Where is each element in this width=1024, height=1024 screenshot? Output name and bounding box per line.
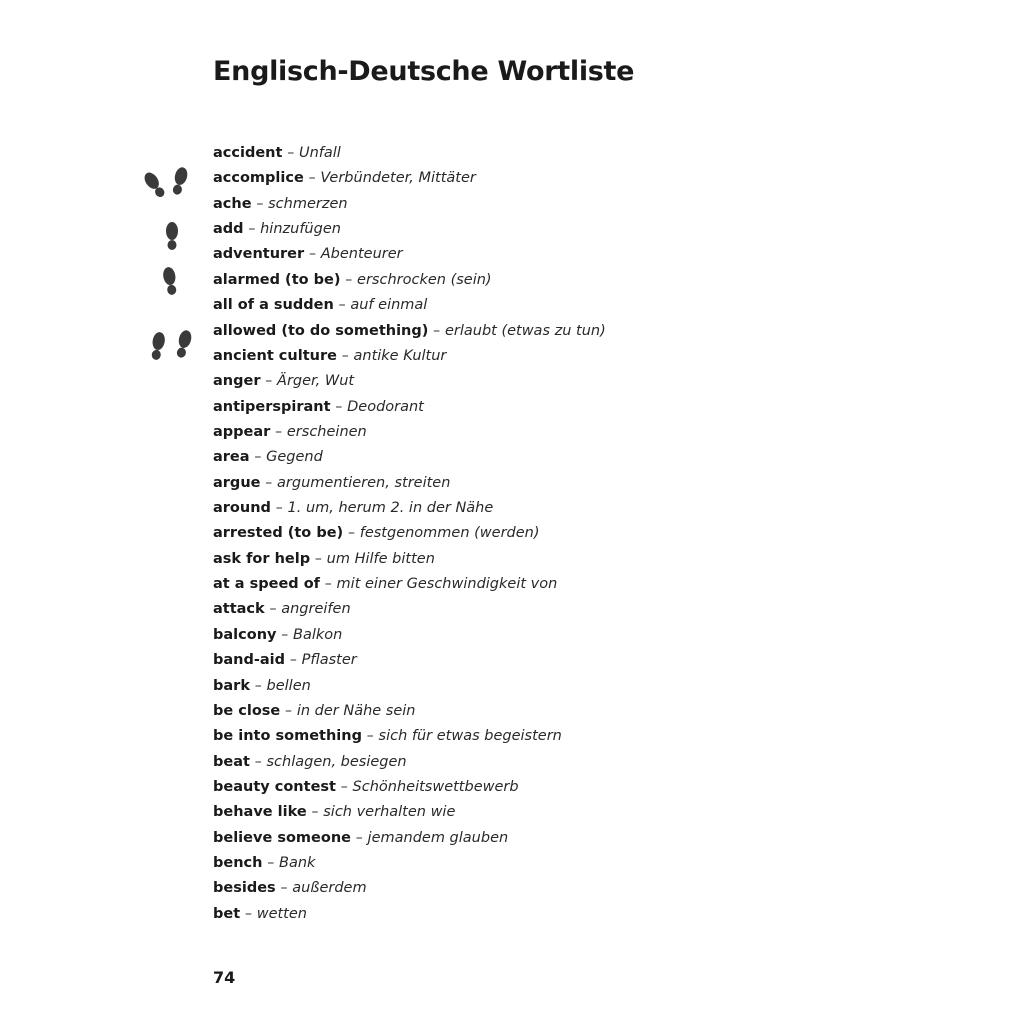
page-number: 74 (213, 968, 236, 987)
list-item (213, 318, 606, 343)
german-translation: schlagen, besiegen (266, 753, 407, 770)
list-item (213, 520, 606, 545)
list-item (213, 191, 606, 216)
german-translation: 1. um, herum 2. in der Nähe (287, 500, 494, 517)
separator-dash: – (308, 246, 316, 263)
german-translation: jemandem glauben (367, 829, 509, 846)
english-term: add (213, 221, 244, 238)
list-item (213, 799, 606, 824)
english-term: attack (213, 601, 265, 618)
separator-dash: – (265, 373, 273, 390)
german-translation: hinzufügen (260, 221, 341, 238)
german-translation: argumentieren, streiten (277, 474, 451, 491)
english-term: ache (213, 195, 252, 212)
german-translation: antike Kultur (353, 347, 447, 364)
list-item (213, 140, 606, 165)
english-term: bark (213, 677, 250, 694)
list-item (213, 647, 606, 672)
english-term: believe someone (213, 829, 351, 846)
list-item (213, 825, 606, 850)
german-translation: Ärger, Wut (277, 373, 355, 390)
english-term: allowed (to do something) (213, 322, 429, 339)
page-title: Englisch-Deutsche Wortliste (213, 56, 635, 87)
list-item (213, 241, 606, 266)
separator-dash: – (355, 829, 363, 846)
list-item (213, 875, 606, 900)
separator-dash: – (308, 170, 316, 187)
list-item (213, 394, 606, 419)
german-translation: Unfall (298, 145, 341, 161)
german-translation: mit einer Geschwindigkeit von (336, 576, 558, 593)
separator-dash: – (314, 550, 322, 567)
german-translation: schmerzen (268, 195, 348, 212)
separator-dash: – (275, 423, 283, 440)
german-translation: sich für etwas begeistern (378, 728, 562, 745)
list-item (213, 698, 606, 723)
english-term: be close (213, 702, 281, 719)
german-translation: Deodorant (347, 398, 424, 415)
german-translation: in der Nähe sein (296, 702, 416, 719)
german-translation: Pflaster (301, 652, 357, 669)
footprint-icon (149, 331, 166, 361)
separator-dash: – (347, 525, 355, 542)
german-translation: auf einmal (350, 297, 428, 314)
german-translation: Gegend (266, 449, 323, 466)
german-translation: Verbündeter, Mittäter (320, 170, 476, 187)
english-term: around (213, 500, 271, 517)
english-term: band-aid (213, 652, 286, 669)
english-term: antiperspirant (213, 398, 331, 415)
separator-dash: – (275, 500, 283, 517)
list-item (213, 723, 606, 748)
separator-dash: – (340, 778, 348, 795)
separator-dash: – (345, 271, 353, 288)
german-translation: angreifen (281, 601, 351, 618)
english-term: accomplice (213, 170, 304, 187)
german-translation: erlaubt (etwas zu tun) (444, 322, 606, 339)
separator-dash: – (267, 855, 275, 872)
english-term: be into something (213, 728, 362, 745)
list-item (213, 419, 606, 444)
german-translation: erschrocken (sein) (357, 271, 492, 288)
english-term: anger (213, 373, 261, 390)
list-item (213, 673, 606, 698)
list-item (213, 470, 606, 495)
separator-dash: – (324, 576, 332, 593)
word-list (213, 140, 606, 926)
english-term: bench (213, 855, 263, 872)
list-item (213, 622, 606, 647)
separator-dash: – (289, 652, 297, 669)
separator-dash: – (281, 626, 289, 643)
separator-dash: – (433, 322, 441, 339)
list-item (213, 749, 606, 774)
footprint-icon (170, 166, 189, 196)
english-term: area (213, 449, 250, 466)
english-term: argue (213, 474, 261, 491)
list-item (213, 850, 606, 875)
list-item (213, 901, 606, 926)
separator-dash: – (265, 474, 273, 491)
english-term: beat (213, 753, 250, 770)
german-translation: um Hilfe bitten (326, 550, 435, 567)
german-translation: Balkon (293, 626, 343, 643)
separator-dash: – (280, 880, 288, 897)
german-translation: Schönheitswettbewerb (352, 778, 519, 795)
english-term: all of a sudden (213, 297, 334, 314)
english-term: balcony (213, 626, 277, 643)
list-item (213, 368, 606, 393)
separator-dash: – (335, 398, 343, 415)
footprint-icon (142, 170, 168, 200)
separator-dash: – (338, 297, 346, 314)
english-term: adventurer (213, 246, 305, 263)
english-term: at a speed of (213, 576, 320, 593)
german-translation: außerdem (292, 880, 367, 897)
separator-dash: – (341, 347, 349, 364)
list-item (213, 571, 606, 596)
list-item (213, 165, 606, 190)
separator-dash: – (287, 145, 295, 161)
separator-dash: – (269, 601, 277, 618)
english-term: behave like (213, 804, 307, 821)
footprints-icon (140, 160, 200, 370)
english-term: ask for help (213, 550, 311, 567)
german-translation: wetten (256, 905, 307, 922)
english-term: appear (213, 423, 271, 440)
list-item (213, 444, 606, 469)
german-translation: erscheinen (286, 423, 367, 440)
english-term: alarmed (to be) (213, 271, 341, 288)
list-item (213, 596, 606, 621)
english-term: beauty contest (213, 778, 336, 795)
list-item (213, 292, 606, 317)
footprint-icon (162, 266, 179, 296)
german-translation: Abenteurer (320, 246, 403, 263)
separator-dash: – (366, 728, 374, 745)
separator-dash: – (254, 677, 262, 694)
separator-dash: – (285, 702, 293, 719)
list-item (213, 495, 606, 520)
separator-dash: – (256, 195, 264, 212)
separator-dash: – (254, 449, 262, 466)
list-item (213, 216, 606, 241)
german-translation: Bank (279, 855, 316, 872)
english-term: accident (213, 145, 283, 161)
separator-dash: – (248, 221, 256, 238)
separator-dash: – (254, 753, 262, 770)
english-term: ancient culture (213, 347, 337, 364)
list-item (213, 546, 606, 571)
footprint-icon (166, 222, 178, 250)
separator-dash: – (244, 905, 252, 922)
list-item (213, 267, 606, 292)
list-item (213, 343, 606, 368)
english-term: besides (213, 880, 276, 897)
english-term: bet (213, 905, 241, 922)
german-translation: bellen (266, 677, 311, 694)
list-item (213, 774, 606, 799)
footprint-icon (174, 329, 193, 359)
german-translation: sich verhalten wie (323, 804, 456, 821)
english-term: arrested (to be) (213, 525, 344, 542)
german-translation: festgenommen (werden) (359, 525, 540, 542)
separator-dash: – (311, 804, 319, 821)
